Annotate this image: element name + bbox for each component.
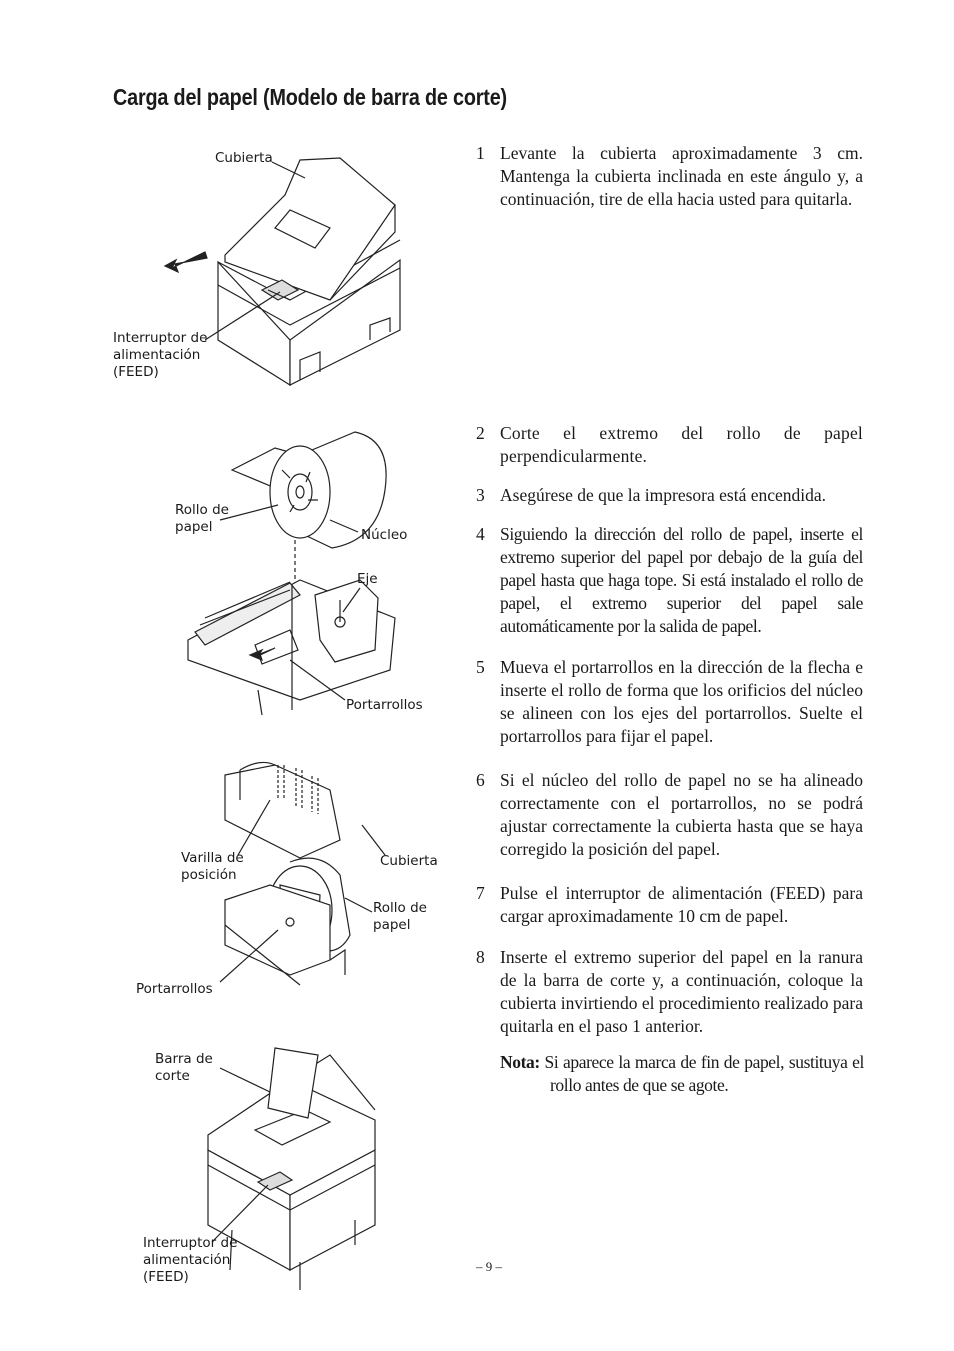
step-2: [476, 422, 863, 468]
label-varilla-de-posicion: Varilla de posición: [181, 850, 244, 883]
step-text: Siguiendo la dirección del rollo de papel, inserte el extremo superior del papel por debajo de la guía del papel hasta que haga tope. Si está instalado el rollo de papel, el extremo superior del papel sale automáticamente por la salida de papel.: [500, 524, 863, 636]
step-number: 1: [476, 143, 485, 163]
step-number: 4: [476, 524, 485, 544]
step-text: Inserte el extremo superior del papel en la ranura de la barra de corte y, a continuación, coloque la cubierta invirtiendo el procedimiento realizado para quitarla en el paso 1 anterior.: [500, 947, 863, 1036]
step-number: 5: [476, 657, 485, 677]
step-number: 7: [476, 883, 485, 903]
page-number: – 9 –: [476, 1259, 502, 1274]
label-cubierta: Cubierta: [215, 150, 273, 166]
label-barra-de-corte: Barra de corte: [155, 1051, 213, 1084]
note-text: Si aparece la marca de fin de papel, sustituya el rollo antes de que se agote.: [544, 1052, 864, 1095]
label-interruptor-feed: Interruptor de alimentación (FEED): [113, 330, 208, 380]
note: [500, 1051, 864, 1097]
page-title: Carga del papel (Modelo de barra de corte): [113, 84, 507, 110]
step-7: [476, 882, 863, 928]
step-4: [476, 523, 863, 638]
step-text: Pulse el interruptor de alimentación (FEED) para cargar aproximadamente 10 cm de papel.: [500, 883, 863, 926]
figure-roll-insertion: [180, 430, 430, 720]
step-text: Levante la cubierta aproximadamente 3 cm. Mantenga la cubierta inclinada en este ángulo y, a continuación, tire de ella hacia usted para quitarla.: [500, 143, 863, 209]
label-portarrollos-2: Portarrollos: [136, 981, 213, 997]
step-8: [476, 946, 863, 1038]
step-text: Corte el extremo del rollo de papel perpendicularmente.: [500, 423, 863, 466]
step-text: Asegúrese de que la impresora está encendida.: [500, 485, 827, 505]
step-6: [476, 769, 863, 861]
note-label: Nota:: [500, 1052, 540, 1072]
step-number: 2: [476, 423, 485, 443]
label-nucleo: Núcleo: [361, 527, 408, 543]
step-number: 6: [476, 770, 485, 790]
step-5: [476, 656, 863, 748]
label-portarrollos: Portarrollos: [346, 697, 423, 713]
label-eje: Eje: [357, 571, 378, 587]
label-rollo-de-papel-2: Rollo de papel: [373, 900, 427, 933]
step-1: [476, 142, 863, 211]
step-number: 8: [476, 947, 485, 967]
step-text: Mueva el portarrollos en la dirección de la flecha e inserte el rollo de forma que los orificios del núcleo se alineen con los ejes del portarrollos. Suelte el portarrollos para fijar el papel.: [500, 657, 863, 746]
label-interruptor-feed-2: Interruptor de alimentación (FEED): [143, 1235, 238, 1285]
label-cubierta-2: Cubierta: [380, 853, 438, 869]
label-rollo-de-papel: Rollo de papel: [175, 502, 229, 535]
step-number: 3: [476, 485, 485, 505]
step-text: Si el núcleo del rollo de papel no se ha alineado correctamente con el portarrollos, no se podrá ajustar correctamente la cubierta hasta que se haya corregido la posición del papel.: [500, 770, 863, 859]
step-3: [476, 484, 863, 507]
